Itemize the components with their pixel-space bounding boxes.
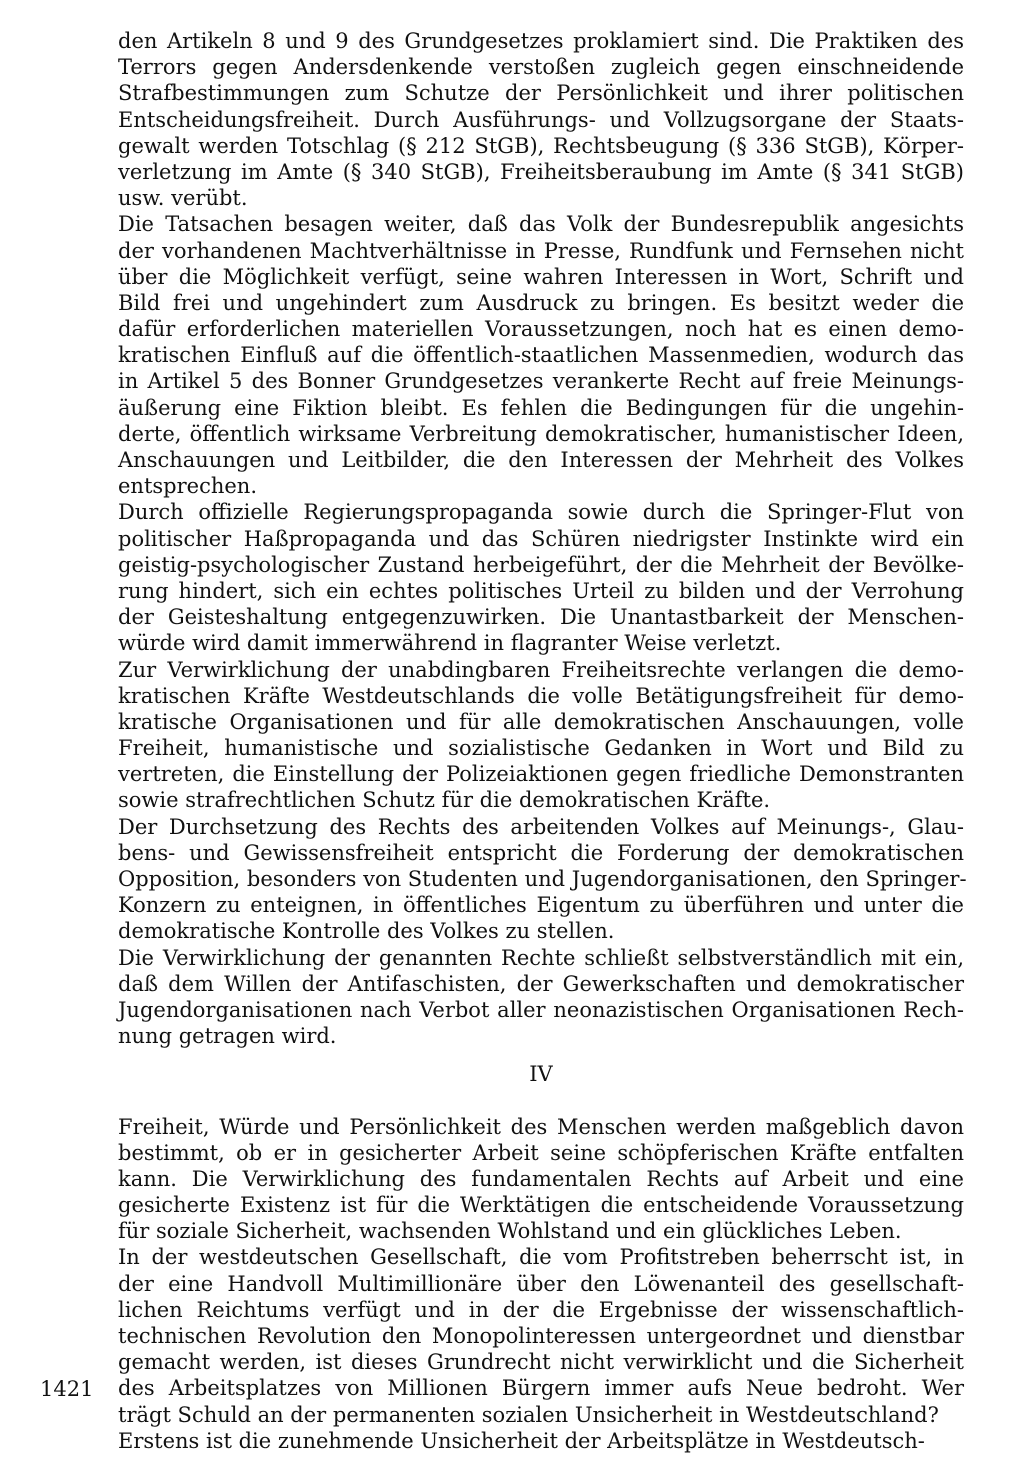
text-line: bestimmt, ob er in gesicherter Arbeit seine schöpferischen Kräfte entfalten xyxy=(118,1140,964,1165)
text-line: der vorhandenen Machtverhältnisse in Presse, Rundfunk und Fernsehen nicht xyxy=(118,238,964,263)
text-line: gesicherte Existenz ist für die Werktätigen die entscheidende Voraussetzung xyxy=(118,1193,964,1218)
text-line: kratische Organisationen und für alle demokratischen Anschauungen, volle xyxy=(118,709,964,734)
paragraphs-before-heading xyxy=(118,28,967,1049)
document-body xyxy=(118,28,967,1454)
text-line: gewalt werden Totschlag (§ 212 StGB), Rechtsbeugung (§ 336 StGB), Körper- xyxy=(118,133,964,158)
text-line: Der Durchsetzung des Rechts des arbeitenden Volkes auf Meinungs-, Glau- xyxy=(118,814,964,839)
paragraph xyxy=(118,657,964,814)
paragraph xyxy=(118,499,964,656)
text-line: kann. Die Verwirklichung des fundamentalen Rechts auf Arbeit und eine xyxy=(118,1166,964,1191)
paragraph xyxy=(118,28,964,211)
text-line: Durch offizielle Regierungspropaganda sowie durch die Springer-Flut von xyxy=(118,500,964,525)
text-line: verletzung im Amte (§ 340 StGB), Freiheitsberaubung im Amte (§ 341 StGB) xyxy=(118,159,964,184)
paragraph xyxy=(118,1114,964,1245)
text-line: entsprechen. xyxy=(118,474,257,499)
text-line: kratischen Kräfte Westdeutschlands die volle Betätigungsfreiheit für demo- xyxy=(118,683,964,708)
text-line: Konzern zu enteignen, in öffentliches Eigentum zu überführen und unter die xyxy=(118,893,964,918)
text-line: des Arbeitsplatzes von Millionen Bürgern immer aufs Neue bedroht. Wer xyxy=(118,1376,964,1401)
text-line: nung getragen wird. xyxy=(118,1024,337,1049)
paragraph xyxy=(118,1428,964,1454)
section-heading: IV xyxy=(529,1062,553,1087)
text-line: dafür erforderlichen materiellen Voraussetzungen, noch hat es einen demo- xyxy=(118,317,964,342)
text-line: äußerung eine Fiktion bleibt. Es fehlen die Bedingungen für die ungehin- xyxy=(118,395,964,420)
page-number: 1421 xyxy=(40,1377,94,1401)
text-line: Die Verwirklichung der genannten Rechte schließt selbstverständlich mit ein, xyxy=(118,945,964,970)
text-line: In der westdeutschen Gesellschaft, die vom Profitstreben beherrscht ist, in xyxy=(118,1245,964,1270)
text-line: Jugendorganisationen nach Verbot aller neonazistischen Organisationen Rech- xyxy=(118,997,964,1022)
text-line: Die Tatsachen besagen weiter, daß das Volk der Bundesrepublik angesichts xyxy=(118,212,964,237)
text-line: würde wird damit immerwährend in flagranter Weise verletzt. xyxy=(118,631,782,656)
text-line: trägt Schuld an der permanenten sozialen Unsicherheit in Westdeutschland? xyxy=(118,1402,939,1427)
text-line: Erstens ist die zunehmende Unsicherheit der Arbeitsplätze in Westdeutsch- xyxy=(118,1428,925,1453)
text-line: daß dem Willen der Antifaschisten, der Gewerkschaften und demokratischer xyxy=(118,971,964,996)
text-line: Terrors gegen Andersdenkende verstoßen zugleich gegen einschneidende xyxy=(118,55,964,80)
text-line: politischer Haßpropaganda und das Schüren niedrigster Instinkte wird ein xyxy=(118,526,964,551)
paragraphs-after-heading xyxy=(118,1114,964,1454)
paragraph xyxy=(118,814,967,945)
text-line: sowie strafrechtlichen Schutz für die demokratischen Kräfte. xyxy=(118,788,771,813)
text-line: Entscheidungsfreiheit. Durch Ausführungs- und Vollzugsorgane der Staats- xyxy=(118,107,964,132)
text-line: Strafbestimmungen zum Schutze der Persönlichkeit und ihrer politischen xyxy=(118,81,964,106)
text-line: kratischen Einfluß auf die öffentlich-staatlichen Massenmedien, wodurch das xyxy=(118,343,964,368)
text-line: bens- und Gewissensfreiheit entspricht die Forderung der demokratischen xyxy=(118,840,964,865)
text-line: den Artikeln 8 und 9 des Grundgesetzes proklamiert sind. Die Praktiken des xyxy=(118,29,964,53)
text-line: geistig-psychologischer Zustand herbeigeführt, der die Mehrheit der Bevölke- xyxy=(118,552,964,577)
text-line: usw. verübt. xyxy=(118,186,248,211)
text-line: gemacht werden, ist dieses Grundrecht nicht verwirklicht und die Sicherheit xyxy=(118,1350,964,1375)
text-line: der eine Handvoll Multimillionäre über den Löwenanteil des gesellschaft- xyxy=(118,1271,964,1296)
text-line: Freiheit, Würde und Persönlichkeit des Menschen werden maßgeblich davon xyxy=(118,1114,964,1139)
text-line: demokratische Kontrolle des Volkes zu stellen. xyxy=(118,919,615,944)
text-line: der Geisteshaltung entgegenzuwirken. Die Unantastbarkeit der Menschen- xyxy=(118,605,964,630)
text-line: Freiheit, humanistische und sozialistische Gedanken in Wort und Bild zu xyxy=(118,736,964,761)
text-line: derte, öffentlich wirksame Verbreitung demokratischer, humanistischer Ideen, xyxy=(118,421,964,446)
text-line: in Artikel 5 des Bonner Grundgesetzes verankerte Recht auf freie Meinungs- xyxy=(118,369,964,394)
paragraph xyxy=(118,1244,964,1427)
text-line: vertreten, die Einstellung der Polizeiaktionen gegen friedliche Demonstranten xyxy=(118,762,964,787)
text-line: lichen Reichtums verfügt und in der die Ergebnisse der wissenschaftlich- xyxy=(118,1297,964,1322)
text-line: Bild frei und ungehindert zum Ausdruck zu bringen. Es besitzt weder die xyxy=(118,290,964,315)
text-line: für soziale Sicherheit, wachsenden Wohlstand und ein glückliches Leben. xyxy=(118,1219,902,1244)
text-line: technischen Revolution den Monopolinteressen untergeordnet und dienstbar xyxy=(118,1324,964,1348)
text-line: Anschauungen und Leitbilder, die den Interessen der Mehrheit des Volkes xyxy=(118,448,964,472)
text-line: rung hindert, sich ein echtes politisches Urteil zu bilden und der Verrohung xyxy=(118,578,964,603)
paragraph xyxy=(118,211,964,499)
text-line: Zur Verwirklichung der unabdingbaren Freiheitsrechte verlangen die demo- xyxy=(118,657,964,682)
text-line: über die Möglichkeit verfügt, seine wahren Interessen in Wort, Schrift und xyxy=(118,264,964,289)
text-line: Opposition, besonders von Studenten und Jugendorganisationen, den Springer- xyxy=(118,867,967,891)
paragraph xyxy=(118,945,964,1050)
